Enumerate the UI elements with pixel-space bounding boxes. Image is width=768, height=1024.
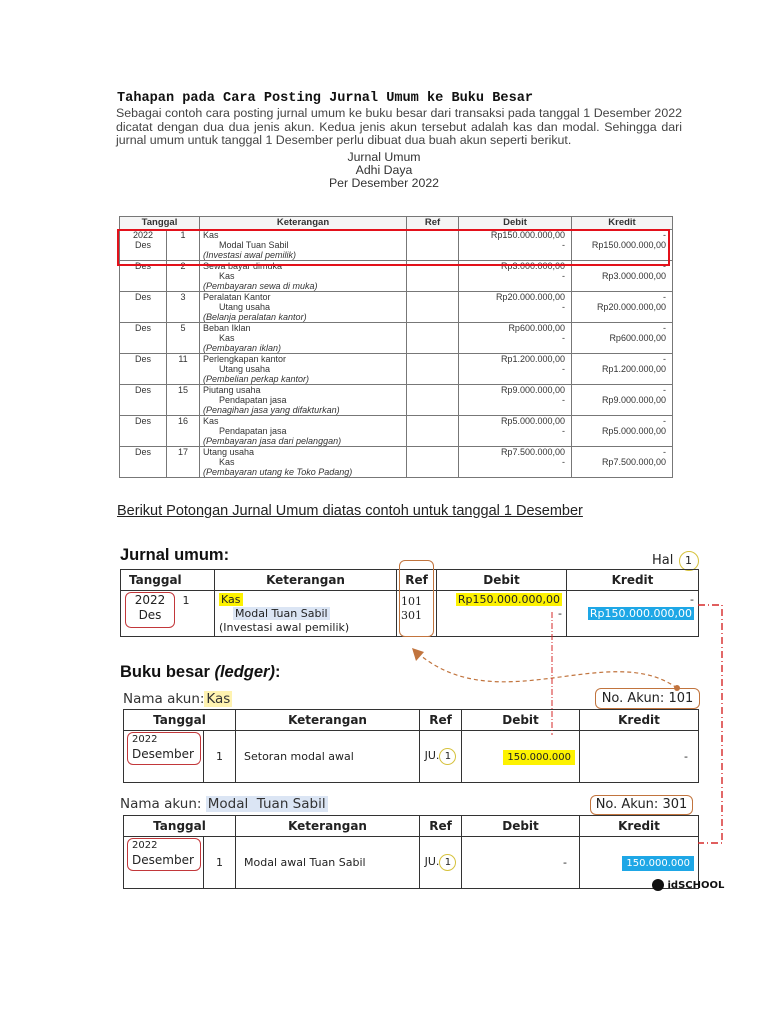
entry-debit: Rp7.500.000,00 [500, 447, 565, 457]
entry-credit: Rp9.000.000,00 [601, 395, 666, 405]
entry-month: Des [134, 354, 151, 364]
header-debit: Debit [462, 816, 580, 837]
entry-day: 15 [177, 385, 188, 395]
entry-year: 2022 [132, 230, 154, 240]
entry-dash: - [562, 302, 565, 312]
header-debit: Debit [459, 217, 572, 230]
entry-dash: - [558, 607, 563, 620]
ledger-year: 2022 [132, 840, 158, 851]
entry-debit: Rp600.000,00 [508, 323, 565, 333]
arrow-start-dot [674, 685, 680, 691]
entry-dash: - [663, 230, 666, 240]
entry-credit: Rp600.000,00 [609, 333, 666, 343]
header-kredit: Kredit [580, 816, 699, 837]
header-ref: Ref [420, 710, 462, 731]
header-keterangan: Keterangan [236, 710, 420, 731]
entry-dash: - [663, 447, 666, 457]
entry-dash: - [663, 323, 666, 333]
entry-month: Des [134, 292, 151, 302]
entry-debit: Rp1.200.000,00 [500, 354, 565, 364]
entry-contra: Kas [219, 457, 235, 467]
entry-dash: - [562, 271, 565, 281]
header-ref: Ref [397, 570, 437, 591]
entry-credit: Rp150.000.000,00 [589, 607, 693, 620]
account-number-label: No. Akun: [601, 691, 665, 706]
ledger-credit: 150.000.000 [622, 856, 694, 871]
entry-account: Piutang usaha [203, 385, 261, 395]
entry-debit: Rp3.000.000,00 [500, 261, 565, 271]
entry-dash: - [562, 426, 565, 436]
entry-debit: Rp9.000.000,00 [500, 385, 565, 395]
header-kredit: Kredit [580, 710, 699, 731]
ledger-month: Desember [132, 853, 194, 867]
entry-dash: - [663, 416, 666, 426]
entry-credit: Rp1.200.000,00 [601, 364, 666, 374]
entry-account: Beban Iklan [203, 323, 251, 333]
header-tanggal: Tanggal [120, 217, 200, 230]
header-ref: Ref [420, 816, 462, 837]
header-keterangan: Keterangan [200, 217, 407, 230]
ledger-day: 1 [204, 731, 236, 783]
entry-contra: Pendapatan jasa [219, 426, 287, 436]
account-number-label: No. Akun: [595, 797, 659, 812]
entry-debit: Rp150.000.000,00 [490, 230, 565, 240]
entry-month: Des [138, 608, 162, 622]
entry-month: Des [134, 416, 151, 426]
entry-contra: Utang usaha [219, 364, 271, 374]
logo-text: idSCHOOL [667, 880, 725, 891]
entry-account: Utang usaha [203, 447, 255, 457]
entry-dash: - [562, 333, 565, 343]
account-number: 101 [668, 691, 694, 706]
header-debit: Debit [462, 710, 580, 731]
entry-dash: - [562, 364, 565, 374]
entry-month: Des [134, 447, 151, 457]
ledger-ref-prefix: JU. [424, 749, 440, 762]
entry-debit: Rp20.000.000,00 [495, 292, 565, 302]
entry-contra: Modal Tuan Sabil [235, 607, 328, 620]
entry-day: 2 [180, 261, 186, 271]
entry-note: (Pembayaran iklan) [203, 343, 282, 353]
entry-credit: Rp150.000.000,00 [591, 240, 666, 250]
posting-arrow [420, 655, 677, 688]
entry-account: Peralatan Kantor [203, 292, 271, 302]
heading-line-3: Per Desember 2022 [328, 176, 440, 190]
entry-dash: - [663, 354, 666, 364]
entry-note: (Investasi awal pemilik) [219, 621, 350, 634]
header-kredit: Kredit [567, 570, 699, 591]
entry-note: (Penagihan jasa yang difakturkan) [203, 405, 340, 415]
ledger-desc: Modal awal Tuan Sabil [236, 837, 420, 889]
journal-heading: Jurnal umum: [120, 546, 230, 564]
entry-note: (Pembelian perkap kantor) [203, 374, 310, 384]
ledger-heading-text: Buku besar [120, 663, 210, 681]
ledger-ref-num: 1 [439, 854, 456, 871]
ledger-day: 1 [204, 837, 236, 889]
ledger-heading-italic: (ledger) [214, 663, 275, 681]
entry-note: (Investasi awal pemilik) [203, 250, 297, 260]
entry-debit: Rp150.000.000,00 [457, 593, 561, 606]
document-title: Tahapan pada Cara Posting Jurnal Umum ke Buku Besar [117, 91, 534, 106]
ledger-credit: - [580, 731, 699, 783]
entry-dash: - [663, 292, 666, 302]
header-keterangan: Keterangan [236, 816, 420, 837]
ledger-ref-prefix: JU. [424, 855, 440, 868]
entry-dash: - [690, 593, 695, 606]
entry-day: 1 [179, 591, 215, 637]
header-ref: Ref [407, 217, 459, 230]
heading-line-2: Adhi Daya [355, 163, 413, 177]
entry-dash: - [562, 240, 565, 250]
entry-day: 16 [177, 416, 188, 426]
entry-day: 17 [177, 447, 188, 457]
heading-line-1: Jurnal Umum [347, 150, 421, 164]
account-number: 301 [662, 797, 688, 812]
intro-paragraph: Sebagai contoh cara posting jurnal umum ke buku besar dari transaksi pada tanggal 1 Desember 2022 dicatat dengan dua dua jenis akun. Kedua jenis akun tersebut adalah kas dan modal. Sehingga dari jurnal umum untuk tanggal 1 Desember perlu dibuat dua buah akun seperti berikut. [116, 106, 682, 147]
entry-month: Des [134, 323, 151, 333]
ledger-ref-num: 1 [439, 748, 456, 765]
entry-month: Des [134, 261, 151, 271]
header-keterangan: Keterangan [215, 570, 397, 591]
ledger-desc: Setoran modal awal [236, 731, 420, 783]
header-tanggal: Tanggal [121, 570, 215, 591]
entry-note: (Belanja peralatan kantor) [203, 312, 307, 322]
entry-day: 3 [180, 292, 186, 302]
arrowhead-icon [412, 648, 424, 661]
entry-credit: Rp3.000.000,00 [601, 271, 666, 281]
subheading: Berikut Potongan Jurnal Umum diatas contoh untuk tanggal 1 Desember [117, 503, 583, 519]
entry-debit: Rp5.000.000,00 [500, 416, 565, 426]
entry-note: (Pembayaran jasa dari pelanggan) [203, 436, 342, 446]
entry-dash: - [562, 395, 565, 405]
entry-account: Perlengkapan kantor [203, 354, 287, 364]
entry-year: 2022 [134, 593, 166, 607]
entry-credit: Rp7.500.000,00 [601, 457, 666, 467]
entry-note: (Pembayaran sewa di muka) [203, 281, 318, 291]
ledger-debit: 150.000.000 [503, 750, 575, 765]
ledger-name: Kas [206, 691, 231, 707]
entry-dash: - [562, 457, 565, 467]
entry-day: 5 [180, 323, 186, 333]
entry-contra: Pendapatan jasa [219, 395, 287, 405]
entry-dash: - [663, 385, 666, 395]
entry-ref-credit: 301 [401, 609, 423, 622]
entry-day: 1 [180, 230, 186, 240]
entry-contra: Modal Tuan Sabil [219, 240, 289, 250]
ledger-name-label: Nama akun: [120, 796, 202, 812]
entry-account: Sewa bayar dimuka [203, 261, 283, 271]
entry-credit: Rp20.000.000,00 [596, 302, 666, 312]
entry-account: Kas [203, 416, 219, 426]
ledger-year: 2022 [132, 734, 158, 745]
entry-account: Kas [221, 593, 241, 606]
credit-connector [698, 605, 722, 843]
entry-contra: Utang usaha [219, 302, 271, 312]
entry-credit: Rp5.000.000,00 [601, 426, 666, 436]
entry-month: Des [134, 385, 151, 395]
ledger-name-label: Nama akun: [123, 691, 205, 707]
ledger-name: Modal Tuan Sabil [207, 796, 326, 812]
ledger-heading-colon: : [274, 663, 281, 681]
header-debit: Debit [437, 570, 567, 591]
entry-note: (Pembayaran utang ke Toko Padang) [203, 467, 353, 477]
page-label: Hal [652, 553, 674, 568]
entry-contra: Kas [219, 333, 235, 343]
ledger-debit: - [462, 837, 580, 889]
entry-contra: Kas [219, 271, 235, 281]
entry-day: 11 [178, 354, 188, 364]
header-tanggal: Tanggal [124, 816, 236, 837]
entry-month: Des [134, 240, 151, 250]
entry-account: Kas [203, 230, 219, 240]
page-number: 1 [679, 551, 699, 571]
header-tanggal: Tanggal [124, 710, 236, 731]
entry-dash: - [663, 261, 666, 271]
header-kredit: Kredit [572, 217, 673, 230]
entry-ref-debit: 101 [401, 595, 423, 608]
ledger-month: Desember [132, 747, 194, 761]
